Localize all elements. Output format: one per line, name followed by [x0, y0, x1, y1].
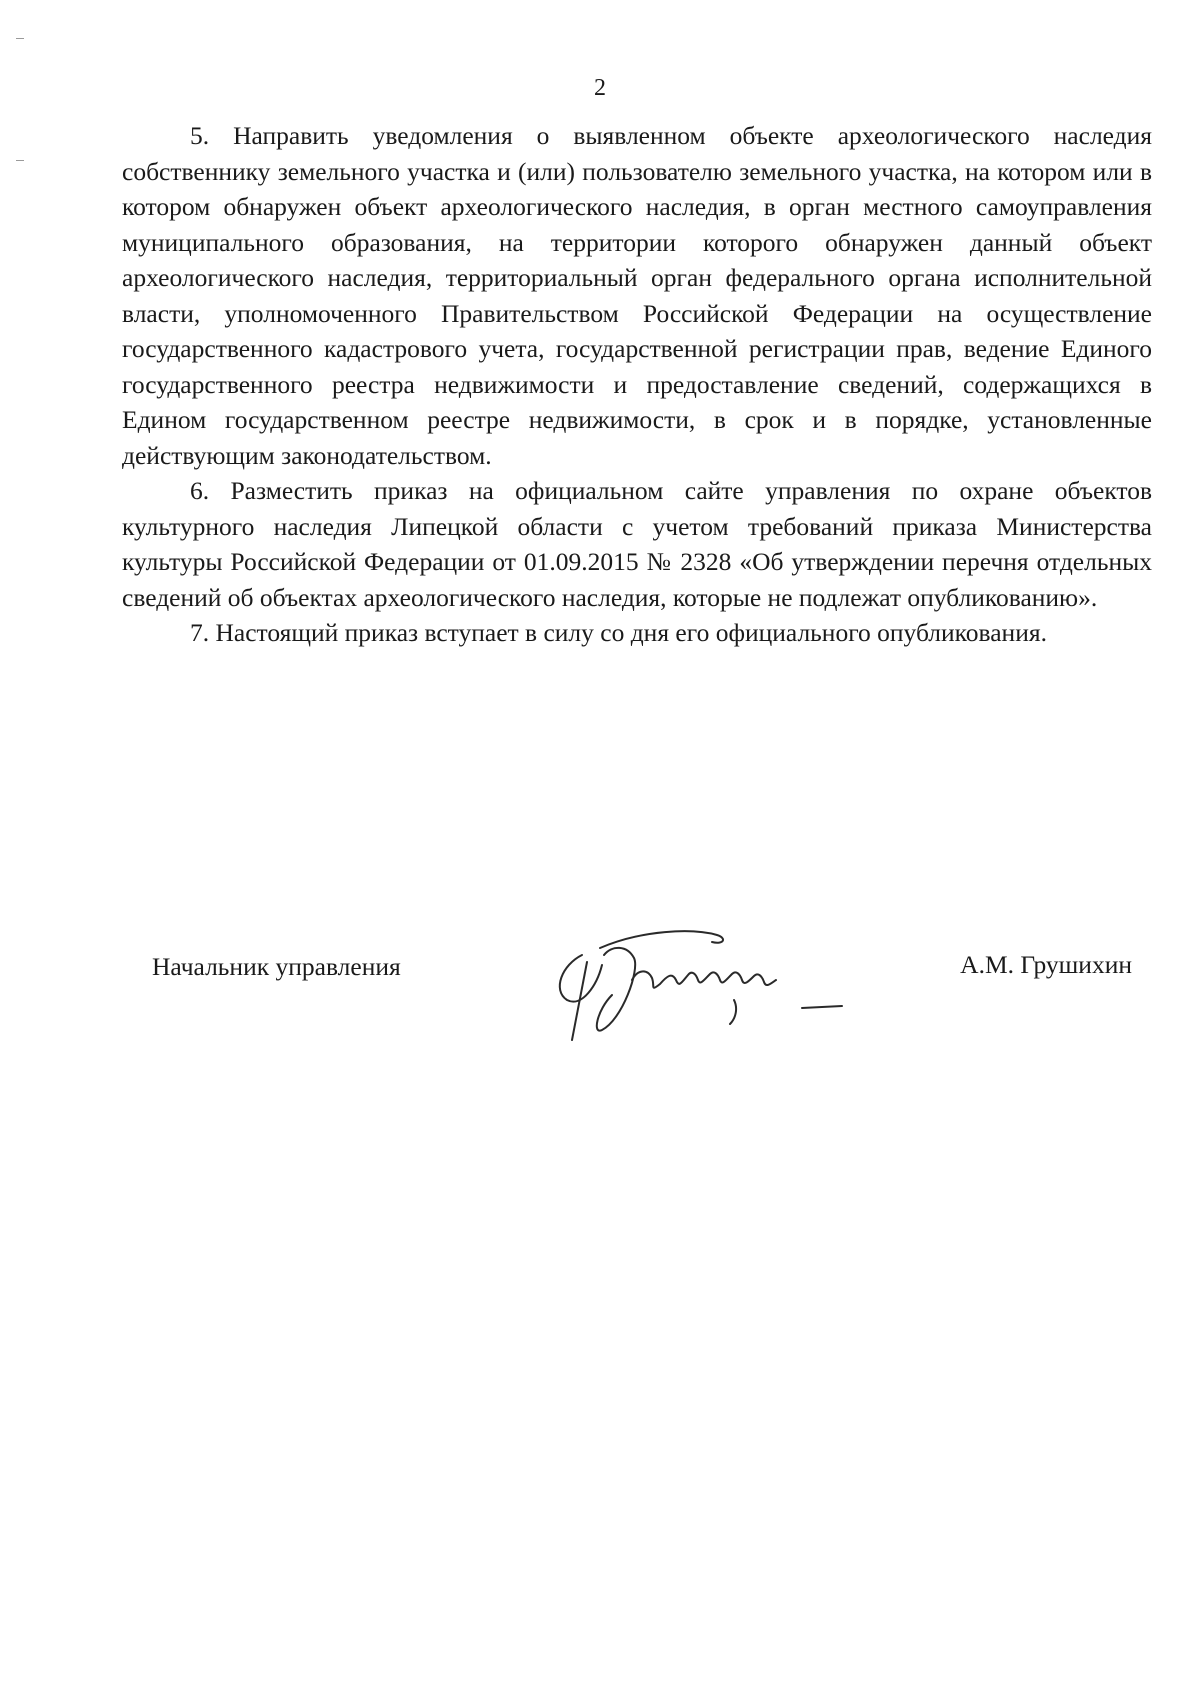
scan-margin-mark: [16, 38, 24, 39]
signature-block: [122, 900, 1152, 1050]
document-body: [122, 118, 1152, 651]
paragraph-6: 6. Разместить приказ на официальном сайте управления по охране объектов культурного наследия Липецкой области с учетом требований приказа Министерства культуры Российской Федерации от 01.09.2015 № 2328 «Об утверждении перечня отдельных сведений об объектах археологического наследия, которые не подлежат опубликованию».: [122, 476, 1152, 612]
signatory-title: Начальник управления: [152, 952, 401, 981]
paragraph-5: 5. Направить уведомления о выявленном объекте археологического наследия собственнику земельного участка и (или) пользователю земельного участка, на котором или в котором обнаружен объект археологического наследия, в орган местного самоуправления муниципального образования, на территории которого обнаружен данный объект археологического наследия, территориальный орган федерального органа исполнительной власти, уполномоченного Правительством Российской Федерации на осуществление государственного кадастрового учета, государственной регистрации прав, ведение Единого государственного реестра недвижимости и предоставление сведений, содержащихся в Едином государственном реестре недвижимости, в срок и в порядке, установленные действующим законодательством.: [122, 121, 1152, 470]
paragraph-7: 7. Настоящий приказ вступает в силу со дня его официального опубликования.: [190, 618, 1047, 647]
page-number: 2: [594, 75, 606, 101]
signatory-name: А.М. Грушихин: [960, 950, 1132, 979]
scan-margin-mark: [16, 160, 24, 161]
handwritten-signature: [542, 900, 902, 1050]
